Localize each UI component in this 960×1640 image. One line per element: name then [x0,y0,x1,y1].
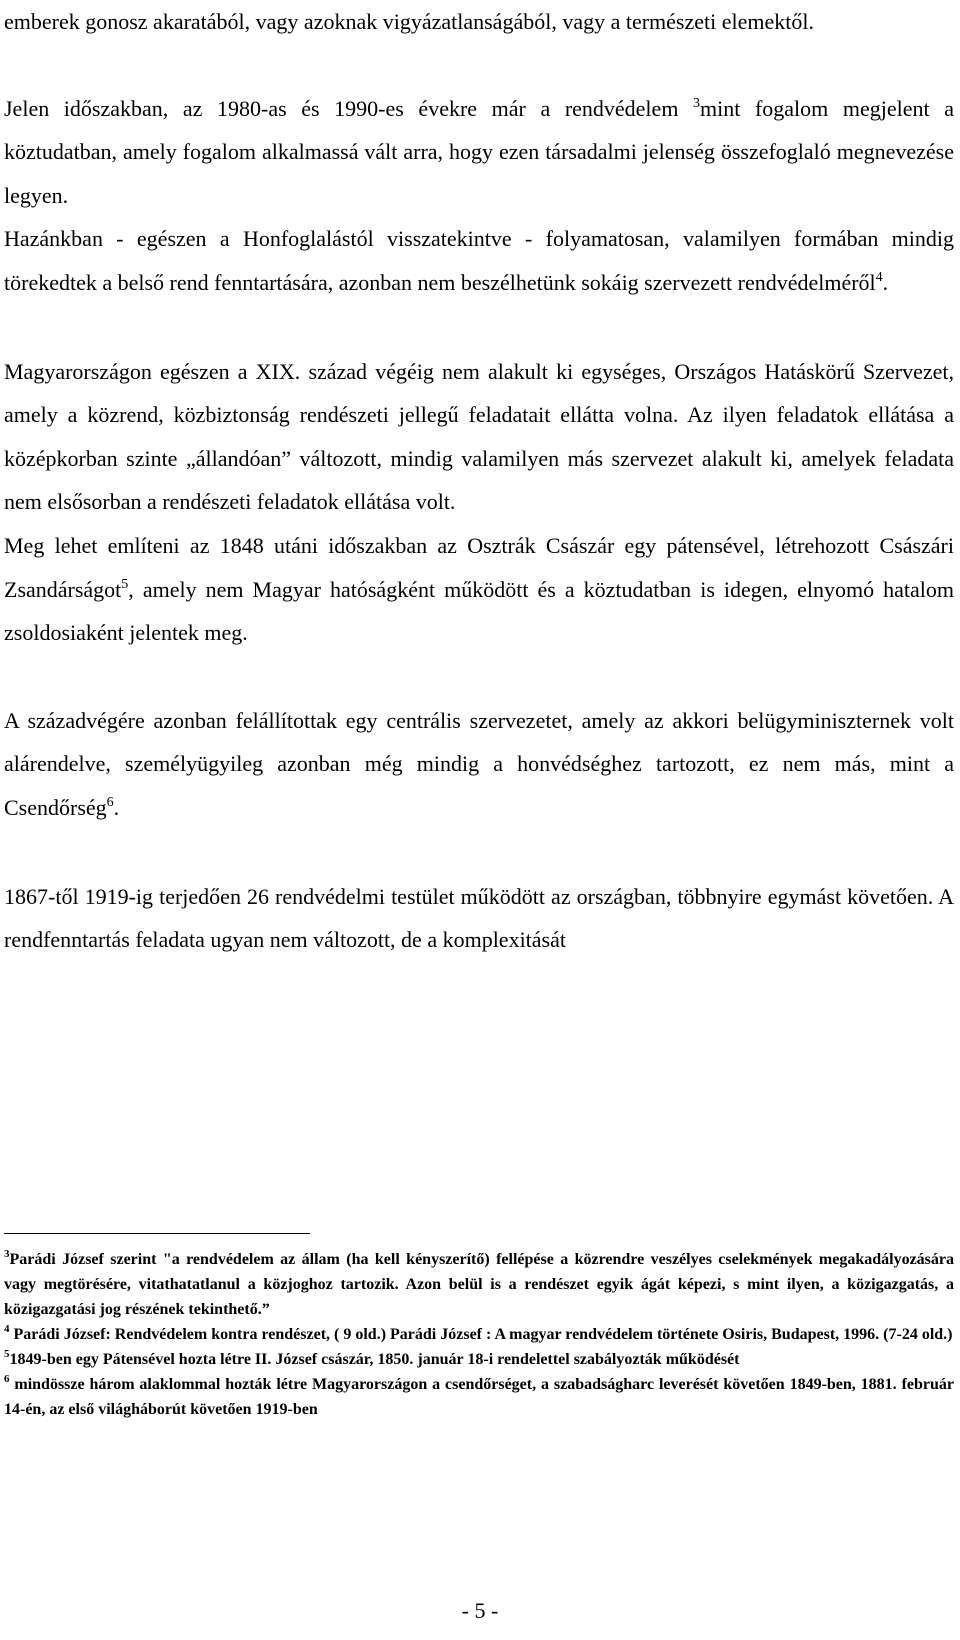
paragraph-text: , amely nem Magyar hatóságként működött és a köztudatban is idegen, elnyomó hatalom zsoldosiaként jelentek meg. [4,576,954,646]
paragraph-gap [4,44,954,87]
paragraph-zsandarsag [4,524,954,655]
document-page [4,0,954,962]
paragraph-gap [4,830,954,875]
paragraph-magyarorszagon: Magyarországon egészen a XIX. század végéig nem alakult ki egységes, Országos Hatáskörű Szervezet, amely a közrend, közbiztonság rendészeti jellegű feladatait ellátta volna. Az ilyen feladatok ellátása a középkorban szinte „állandóan” változott, mindig valamilyen más szervezet alakult ki, amelyek feladata nem elsősorban a rendészeti feladatok ellátása volt. [4,358,954,515]
footnote-text: Parádi József: Rendvédelem kontra rendészet, ( 9 old.) Parádi József : A magyar rendvédelem története Osiris, Budapest, 1996. (7-24 old.) [9,1326,953,1343]
body-text [4,0,954,962]
paragraph-text: mint fogalom megjelent a köztudatban, amely fogalom alkalmassá vált arra, hogy ezen társadalmi jelenség összefoglaló megnevezése legyen. [4,95,954,208]
paragraph-intro-end: emberek gonosz akaratából, vagy azoknak vigyázatlanságából, vagy a természeti elemektől. [4,9,814,34]
paragraph-gap [4,655,954,699]
paragraph-text: Jelen időszakban, az 1980-as és 1990-es évekre már a rendvédelem [4,95,694,121]
paragraph-text: A századvégére azonban felállítottak egy centrális szervezetet, amely az akkori belügyminiszternek volt alárendelve, személyügyileg azonban még mindig a honvédséghez tartozott, ez nem más, mint a Csendőrség [4,707,954,820]
footnote-ref-3[interactable]: 3 [693,95,701,111]
footnote-number: 6 [4,1373,10,1385]
footnote-number: 4 [4,1323,10,1335]
paragraph-rendvedelem-concept [4,87,954,218]
paragraph-gap [4,305,954,350]
footnote-number: 3 [4,1248,10,1260]
footnote-text: 1849-ben egy Pátensével hozta létre II. József császár, 1850. január 18-i rendelettel szabályozták működését [9,1351,740,1368]
paragraph-text: . [113,794,120,820]
paragraph-text: Meg lehet említeni az 1848 utáni időszakban az Osztrák Császár egy pátensével, létrehozott Császári Zsandárságot [4,532,954,602]
footnote-ref-5[interactable]: 5 [121,576,129,592]
footnote-4 [4,1322,954,1347]
footnote-5 [4,1347,954,1372]
paragraph-hazankban [4,217,954,304]
footnote-ref-4[interactable]: 4 [875,269,883,285]
footnote-3 [4,1247,954,1322]
footnote-6 [4,1372,954,1422]
page-number: - 5 - [461,1598,499,1623]
paragraph-text: . [882,269,889,295]
paragraph-csendorseg [4,699,954,830]
footnote-text: mindössze három alaklommal hozták létre Magyarországon a csendőrséget, a szabadságharc leverését követően 1849-ben, 1881. február 14-én, az első világháborút követően 1919-ben [4,1376,954,1418]
footnote-ref-6[interactable]: 6 [106,794,114,810]
footnote-separator [4,1233,310,1234]
footnote-text: Parádi József szerint "a rendvédelem az állam (ha kell kényszerítő) fellépése a közrendre veszélyes cselekmények megakadályozására vagy megtörésére, vitathatatlanul a közjoghoz tartozik. Azon belül is a rendészet egyik ágát képezi, s mint ilyen, a közigazgatás, a közigazgatási jog részének tekinthető.” [4,1251,954,1318]
footnote-number: 5 [4,1348,10,1360]
paragraph-1867-1919: 1867-től 1919-ig terjedően 26 rendvédelmi testület működött az országban, többnyire egymást követően. A rendfenntartás feladata ugyan nem változott, de a komplexitását [4,883,954,953]
paragraph-text: Hazánkban - egészen a Honfoglalástól visszatekintve - folyamatosan, valamilyen formában mindig törekedtek a belső rend fenntartására, azonban nem beszélhetünk sokáig szervezett rendvédelméről [4,226,954,295]
footnotes [4,1247,954,1422]
